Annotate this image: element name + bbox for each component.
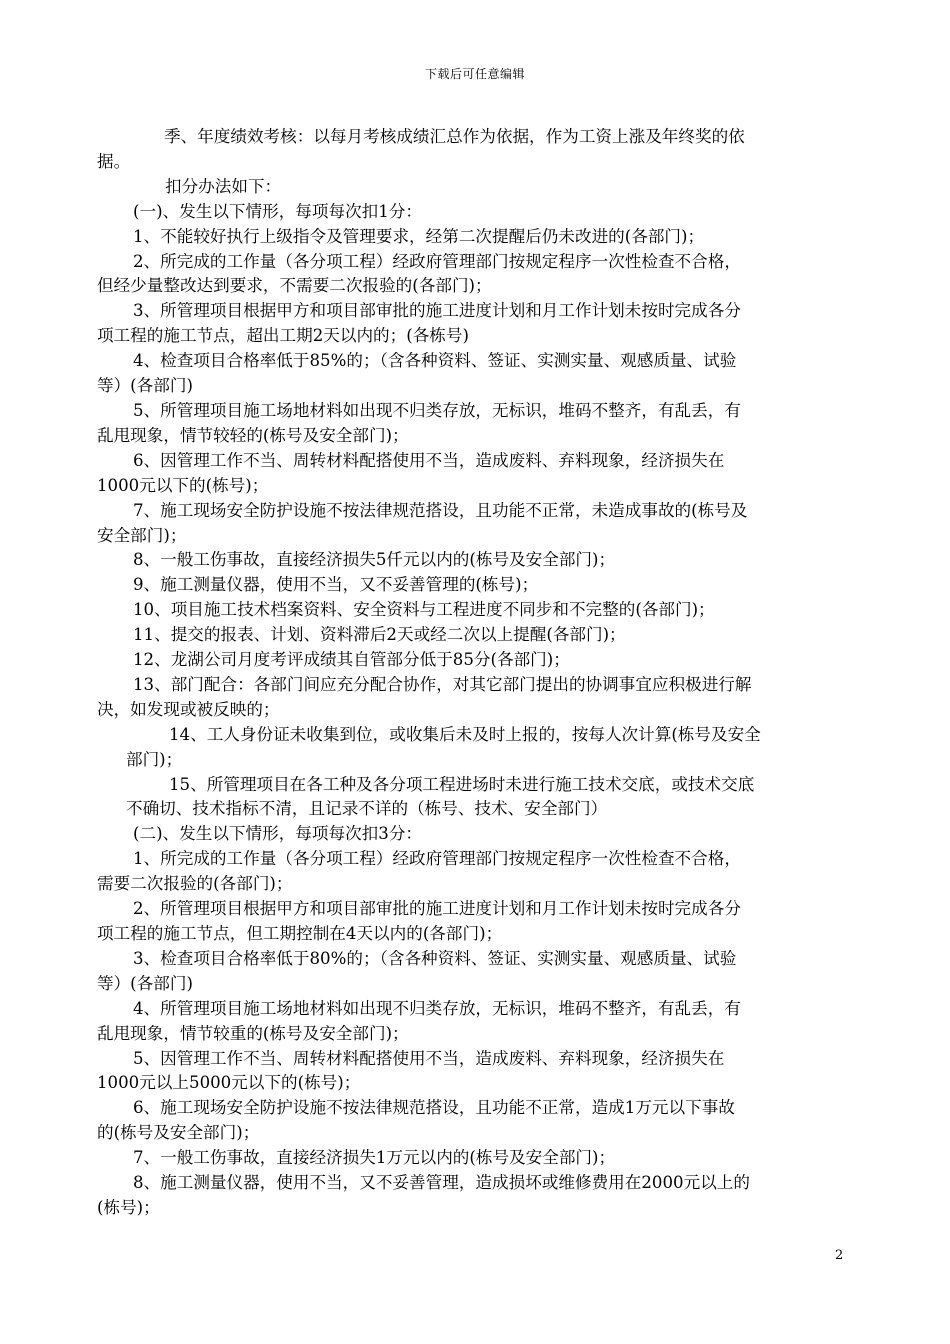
body-text-line: 等）(各部门)	[97, 973, 193, 993]
body-text-line: 扣分办法如下：	[165, 176, 282, 196]
body-text-line: 8、施工测量仪器，使用不当，又不妥善管理，造成损坏或维修费用在2000元以上的	[133, 1173, 750, 1193]
body-text-line: 4、所管理项目施工场地材料如出现不归类存放，无标识，堆码不整齐，有乱丢，有	[133, 998, 741, 1018]
body-text-line: 10、项目施工技术档案资料、安全资料与工程进度不同步和不完整的(各部门)；	[133, 600, 715, 620]
page-header: 下载后可任意编辑	[424, 67, 525, 81]
body-text-line: 乱甩现象，情节较重的(栋号及安全部门)；	[97, 1023, 409, 1043]
body-text-line: 1、不能较好执行上级指令及管理要求，经第二次提醒后仍未改进的(各部门)；	[133, 226, 705, 246]
body-text-line: 季、年度绩效考核：以每月考核成绩汇总作为依据，作为工资上涨及年终奖的依	[164, 127, 745, 146]
body-text-line: 13、部门配合：各部门间应充分配合协作，对其它部门提出的协调事宜应积极进行解	[133, 674, 752, 694]
body-text-line: 项工程的施工节点，超出工期2天以内的；(各栋号)	[97, 326, 469, 346]
body-text-line: 9、施工测量仪器，使用不当，又不妥善管理的(栋号)；	[133, 575, 539, 595]
body-text-line: 安全部门)；	[97, 525, 187, 545]
body-text-line: 乱甩现象，情节较轻的(栋号及安全部门)；	[97, 425, 409, 445]
body-text-line: 6、施工现场安全防护设施不按法律规范搭设，且功能不正常，造成1万元以下事故	[133, 1098, 735, 1118]
body-text-line: 部门)；	[126, 749, 183, 769]
body-text-line: 14、工人身份证未收集到位，或收集后未及时上报的，按每人次计算(栋号及安全	[169, 724, 761, 744]
body-text-line: 11、提交的报表、计划、资料滞后2天或经二次以上提醒(各部门)；	[133, 625, 626, 645]
body-text-line: (栋号)；	[97, 1197, 160, 1217]
body-text-line: 1000元以下的(栋号)；	[97, 475, 269, 495]
body-text-line: 1000元以上5000元以下的(栋号)；	[97, 1073, 361, 1093]
document-body	[97, 125, 857, 1221]
body-text-line: 等）(各部门)	[97, 376, 193, 396]
body-text-line: 1、所完成的工作量（各分项工程）经政府管理部门按规定程序一次性检查不合格，	[133, 849, 741, 869]
body-text-line: 7、施工现场安全防护设施不按法律规范搭设，且功能不正常，未造成事故的(栋号及	[133, 500, 748, 520]
body-text-line: 2、所完成的工作量（各分项工程）经政府管理部门按规定程序一次性检查不合格，	[133, 251, 741, 271]
body-text-line: (二)、发生以下情形，每项每次扣3分：	[133, 824, 423, 844]
body-text-line: 但经少量整改达到要求，不需要二次报验的(各部门)；	[97, 276, 492, 296]
body-text-line: 5、所管理项目施工场地材料如出现不归类存放，无标识，堆码不整齐，有乱丢，有	[133, 400, 741, 420]
body-text-line: 3、检查项目合格率低于80%的；（含各种资料、签证、实测实量、观感质量、试验	[133, 948, 737, 968]
body-text-line: 决，如发现或被反映的；	[97, 699, 280, 719]
body-text-line: 2、所管理项目根据甲方和项目部审批的施工进度计划和月工作计划未按时完成各分	[133, 899, 741, 919]
body-text-line: 5、因管理工作不当、周转材料配搭使用不当，造成废料、弃料现象，经济损失在	[133, 1048, 725, 1068]
body-text-line: 的(栋号及安全部门)；	[97, 1123, 260, 1143]
body-text-line: 8、一般工伤事故，直接经济损失5仟元以内的(栋号及安全部门)；	[133, 550, 616, 570]
body-text-line: 15、所管理项目在各工种及各分项工程进场时未进行施工技术交底，或技术交底	[169, 774, 755, 794]
body-text-line: 6、因管理工作不当、周转材料配搭使用不当，造成废料、弃料现象，经济损失在	[133, 450, 725, 470]
body-text-line: 7、一般工伤事故，直接经济损失1万元以内的(栋号及安全部门)；	[133, 1148, 616, 1168]
body-text-line: 12、龙湖公司月度考评成绩其自管部分低于85分(各部门)；	[133, 650, 570, 670]
body-text-line: 4、检查项目合格率低于85%的；（含各种资料、签证、实测实量、观感质量、试验	[133, 351, 737, 371]
body-text-line: 据。	[97, 151, 131, 171]
body-text-line: 项工程的施工节点，但工期控制在4天以内的(各部门)；	[97, 924, 503, 943]
body-text-line: 3、所管理项目根据甲方和项目部审批的施工进度计划和月工作计划未按时完成各分	[133, 301, 741, 321]
page-number: 2	[835, 1248, 844, 1263]
body-text-line: (一)、发生以下情形，每项每次扣1分：	[133, 201, 423, 221]
body-text-line: 需要二次报验的(各部门)；	[97, 874, 293, 894]
body-text-line: 不确切、技术指标不清，且记录不详的（栋号、技术、安全部门）	[126, 799, 608, 819]
